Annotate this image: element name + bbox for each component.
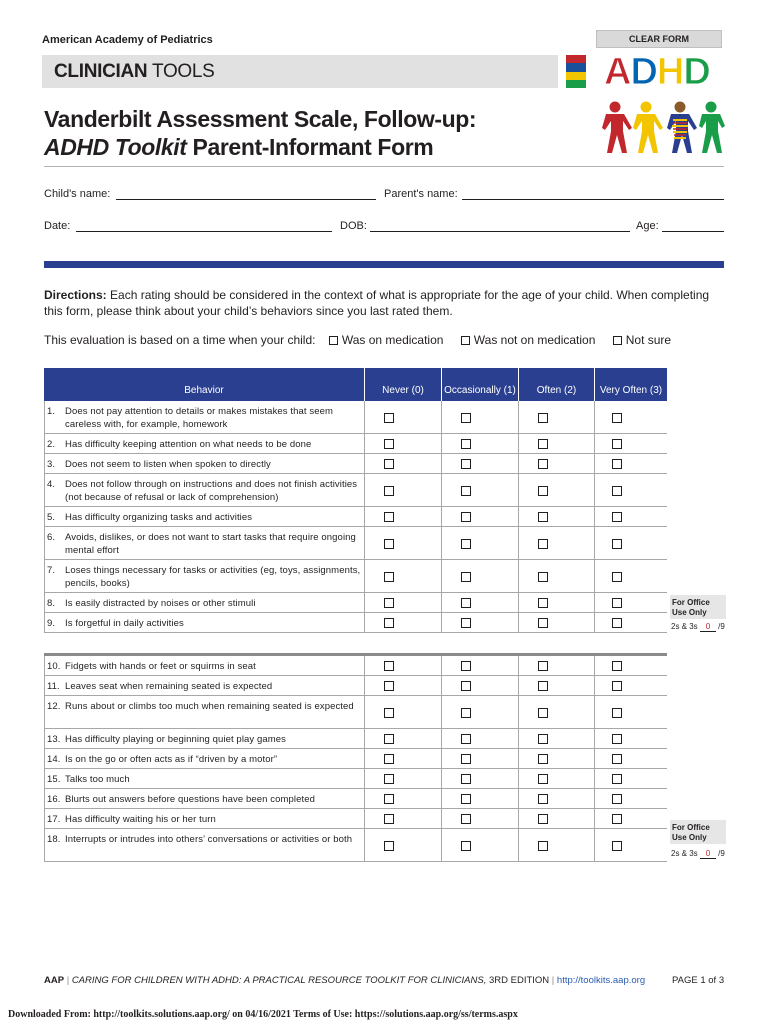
column-divider [594,656,595,675]
item-text: Runs about or climbs too much when remaining seated is expected [65,701,354,712]
rating-checkbox-never[interactable] [384,486,394,496]
header-occasionally: Occasionally (1) [444,385,516,396]
evaluation-context [44,333,671,347]
column-divider [594,676,595,695]
column-divider [594,613,595,632]
item-text: Does not pay attention to details or makes mistakes that seem careless with, for example, homework [65,406,334,430]
column-divider [44,593,45,612]
behavior-item [47,833,363,846]
rating-checkbox-never[interactable] [384,794,394,804]
rating-checkbox-very-often[interactable] [612,734,622,744]
behavior-item [47,733,363,746]
item-number: 12. [47,701,61,712]
column-divider [518,749,519,768]
rating-checkbox-occasionally[interactable] [461,413,471,423]
rating-checkbox-often[interactable] [538,794,548,804]
item-text: Has difficulty waiting his or her turn [65,813,216,825]
column-divider [518,676,519,695]
on-medication-label: Was on medication [341,333,444,347]
behavior-table-hyperactivity [44,653,667,863]
rating-checkbox-never[interactable] [384,681,394,691]
behavior-item [47,564,363,590]
column-divider [518,507,519,526]
rating-checkbox-very-often[interactable] [612,512,622,522]
date-field[interactable] [76,231,332,232]
table-row [44,593,667,613]
column-divider [518,401,519,433]
behavior-item [47,531,363,557]
item-text: Interrupts or intrudes into others’ conversations or activities or both [65,834,353,845]
item-text: Talks too much [65,773,130,785]
header-very-often: Very Often (3) [599,385,663,396]
column-divider [364,696,365,728]
table-row [44,696,667,729]
rating-checkbox-often[interactable] [538,413,548,423]
item-number: 5. [47,511,56,523]
item-number: 4. [47,479,56,490]
item-number: 7. [47,565,56,576]
column-divider [594,474,595,506]
column-divider [441,527,442,559]
item-text: Does not seem to listen when spoken to directly [65,458,271,470]
behavior-item [47,660,363,673]
column-divider [44,401,45,433]
rating-checkbox-occasionally[interactable] [461,618,471,628]
table-row [44,434,667,454]
children-figures-icon [601,100,725,156]
item-number: 8. [47,597,56,609]
column-divider [364,769,365,788]
behavior-item [47,617,363,630]
item-number: 15. [47,773,61,785]
column-divider [594,749,595,768]
column-divider [364,507,365,526]
column-divider [594,560,595,592]
rating-checkbox-very-often[interactable] [612,439,622,449]
column-divider [364,474,365,506]
column-divider [44,560,45,592]
header-behavior: Behavior [184,385,224,396]
form-subtitle: ADHD Toolkit Parent-Informant Form [44,134,434,160]
rating-checkbox-occasionally[interactable] [461,572,471,582]
not-on-medication-label: Was not on medication [473,333,596,347]
column-divider [518,696,519,728]
item-text: Fidgets with hands or feet or squirms in seat [65,660,256,672]
age-field[interactable] [662,231,724,232]
column-divider [364,729,365,748]
column-divider [441,613,442,632]
table-row [44,527,667,560]
column-divider [364,454,365,473]
column-divider [364,676,365,695]
rating-checkbox-often[interactable] [538,459,548,469]
column-divider [518,560,519,592]
rating-checkbox-often[interactable] [538,754,548,764]
column-divider [44,789,45,808]
rating-checkbox-never[interactable] [384,459,394,469]
form-title: Vanderbilt Assessment Scale, Follow-up: [44,106,477,132]
section-divider-bar [44,261,724,268]
rating-checkbox-very-often[interactable] [612,413,622,423]
item-number: 6. [47,532,56,543]
rating-checkbox-very-often[interactable] [612,794,622,804]
rating-checkbox-never[interactable] [384,439,394,449]
behavior-item [47,405,363,431]
column-divider [518,829,519,861]
child-name-label: Child's name: [44,188,111,200]
table-row [44,676,667,696]
column-divider [44,474,45,506]
rating-checkbox-very-often[interactable] [612,841,622,851]
rating-checkbox-very-often[interactable] [612,681,622,691]
table-header [44,368,667,401]
table-row [44,401,667,434]
dob-label: DOB: [340,220,367,232]
column-divider [594,809,595,828]
office-use-label: For Office Use Only [670,820,726,844]
rating-checkbox-occasionally[interactable] [461,794,471,804]
column-divider [44,676,45,695]
rating-checkbox-occasionally[interactable] [461,774,471,784]
rating-checkbox-often[interactable] [538,539,548,549]
rating-checkbox-occasionally[interactable] [461,459,471,469]
column-divider [441,809,442,828]
column-divider [441,454,442,473]
item-number: 3. [47,458,56,470]
column-divider [364,613,365,632]
rating-checkbox-never[interactable] [384,734,394,744]
item-text: Is on the go or often acts as if “driven by a motor” [65,753,278,765]
title-divider [44,166,724,167]
rating-checkbox-never[interactable] [384,814,394,824]
rating-checkbox-occasionally[interactable] [461,708,471,718]
column-divider [594,507,595,526]
column-divider [44,656,45,675]
parent-name-label: Parent's name: [384,188,458,200]
item-text: Has difficulty playing or beginning quiet play games [65,733,287,745]
column-divider [594,696,595,728]
column-divider [594,829,595,861]
rating-checkbox-often[interactable] [538,814,548,824]
rating-checkbox-often[interactable] [538,661,548,671]
rating-checkbox-occasionally[interactable] [461,512,471,522]
item-number: 2. [47,438,56,450]
column-divider [441,474,442,506]
rating-checkbox-never[interactable] [384,774,394,784]
table-row [44,560,667,593]
column-divider [518,454,519,473]
column-divider [518,613,519,632]
rating-checkbox-occasionally[interactable] [461,661,471,671]
rating-checkbox-very-often[interactable] [612,598,622,608]
rating-checkbox-often[interactable] [538,774,548,784]
column-divider [364,593,365,612]
table-row [44,454,667,474]
column-divider [441,676,442,695]
column-divider [44,769,45,788]
column-divider [441,729,442,748]
column-divider [44,829,45,861]
rating-checkbox-never[interactable] [384,512,394,522]
column-divider [44,507,45,526]
rating-checkbox-very-often[interactable] [612,814,622,824]
dob-field[interactable] [370,231,630,232]
behavior-item [47,438,363,451]
rating-checkbox-very-often[interactable] [612,754,622,764]
table-row [44,829,667,862]
rating-checkbox-occasionally[interactable] [461,814,471,824]
item-text: Leaves seat when remaining seated is expected [65,680,273,692]
column-divider [441,401,442,433]
column-divider [441,769,442,788]
item-number: 9. [47,617,56,629]
not-sure-checkbox[interactable] [613,336,622,345]
item-number: 17. [47,813,61,825]
column-divider [518,809,519,828]
table-row [44,656,667,676]
column-divider [44,613,45,632]
item-text: Has difficulty keeping attention on what needs to be done [65,438,312,450]
column-divider [441,829,442,861]
rating-checkbox-very-often[interactable] [612,774,622,784]
rating-checkbox-never[interactable] [384,598,394,608]
directions-text: Directions: Each rating should be considered in the context of what is appropriate for the age of your child. When completing this form, please think about your child’s behaviors since you last rated them. [44,288,710,318]
behavior-item [47,773,363,786]
item-text: Has difficulty organizing tasks and activities [65,511,253,523]
item-text: Is forgetful in daily activities [65,617,184,629]
rating-checkbox-never[interactable] [384,618,394,628]
column-divider [44,434,45,453]
column-divider [441,507,442,526]
not-on-medication-checkbox[interactable] [461,336,470,345]
table-row [44,789,667,809]
column-divider [518,527,519,559]
download-note: Downloaded From: http://toolkits.solutions.aap.org/ on 04/16/2021 Terms of Use: https://solutions.aap.org/ss/terms.aspx [8,1009,518,1020]
office-score-1: 2s & 3s 0 /9 [671,622,725,631]
column-divider [44,749,45,768]
column-divider [441,560,442,592]
column-divider [364,789,365,808]
table-row [44,809,667,829]
column-divider [364,829,365,861]
organization-name: American Academy of Pediatrics [42,34,213,46]
table-row [44,507,667,527]
rating-checkbox-very-often[interactable] [612,618,622,628]
evaluation-prompt: This evaluation is based on a time when your child: [44,333,316,347]
rating-checkbox-very-often[interactable] [612,708,622,718]
column-divider [441,749,442,768]
page-footer: AAP | CARING FOR CHILDREN WITH ADHD: A PRACTICAL RESOURCE TOOLKIT FOR CLINICIANS, 3RD EDITION | http://toolkits.aap.org [44,975,646,986]
date-label: Date: [44,220,71,232]
rating-checkbox-very-often[interactable] [612,459,622,469]
item-text: Blurts out answers before questions have been completed [65,793,316,805]
behavior-item [47,511,363,524]
behavior-item [47,680,363,693]
rating-checkbox-very-often[interactable] [612,486,622,496]
rating-checkbox-never[interactable] [384,539,394,549]
column-divider [364,560,365,592]
table-row [44,769,667,789]
item-number: 10. [47,660,61,672]
column-divider [594,434,595,453]
item-text: Does not follow through on instructions and does not finish activities (not because of refusal or lack of comprehension) [65,479,358,503]
rating-checkbox-occasionally[interactable] [461,439,471,449]
column-divider [441,696,442,728]
item-number: 13. [47,733,61,745]
table-row [44,729,667,749]
rating-checkbox-occasionally[interactable] [461,539,471,549]
table-row [44,613,667,633]
behavior-item [47,478,363,504]
rating-checkbox-never[interactable] [384,708,394,718]
behavior-item [47,458,363,471]
column-divider [44,809,45,828]
column-divider [364,527,365,559]
item-number: 16. [47,793,61,805]
column-divider [518,729,519,748]
column-divider [594,593,595,612]
header-never: Never (0) [382,385,424,396]
column-divider [44,527,45,559]
behavior-item [47,753,363,766]
rating-checkbox-occasionally[interactable] [461,841,471,851]
item-number: 18. [47,834,61,845]
not-sure-label: Not sure [625,333,672,347]
column-divider [364,434,365,453]
rating-checkbox-very-often[interactable] [612,539,622,549]
clear-form-button[interactable]: CLEAR FORM [596,30,722,48]
column-divider [518,769,519,788]
rating-checkbox-often[interactable] [538,512,548,522]
rating-checkbox-never[interactable] [384,754,394,764]
office-use-label: For Office Use Only [670,595,726,619]
child-name-field[interactable] [116,199,376,200]
column-divider [44,454,45,473]
column-divider [441,656,442,675]
page-number: PAGE 1 of 3 [672,975,725,986]
behavior-item [47,700,363,713]
rating-checkbox-often[interactable] [538,598,548,608]
column-divider [518,593,519,612]
rating-checkbox-never[interactable] [384,572,394,582]
column-divider [594,527,595,559]
rating-checkbox-very-often[interactable] [612,572,622,582]
rating-checkbox-occasionally[interactable] [461,754,471,764]
adhd-logo: ADHD [604,51,710,93]
rating-checkbox-never[interactable] [384,413,394,423]
rating-checkbox-occasionally[interactable] [461,681,471,691]
rating-checkbox-occasionally[interactable] [461,734,471,744]
rating-checkbox-often[interactable] [538,681,548,691]
item-number: 11. [47,680,60,692]
column-divider [594,769,595,788]
behavior-item [47,813,363,826]
item-number: 14. [47,753,61,765]
column-divider [44,696,45,728]
column-divider [441,593,442,612]
rating-checkbox-never[interactable] [384,661,394,671]
column-divider [441,789,442,808]
column-divider [364,749,365,768]
column-divider [44,729,45,748]
parent-name-field[interactable] [462,199,724,200]
column-divider [364,401,365,433]
on-medication-checkbox[interactable] [329,336,338,345]
rating-checkbox-occasionally[interactable] [461,486,471,496]
rating-checkbox-often[interactable] [538,708,548,718]
column-divider [518,434,519,453]
rating-checkbox-very-often[interactable] [612,661,622,671]
color-stripe-icon [566,55,586,88]
item-text: Avoids, dislikes, or does not want to start tasks that require ongoing mental effort [65,532,356,556]
column-divider [364,656,365,675]
column-divider [518,789,519,808]
column-divider [594,454,595,473]
rating-checkbox-often[interactable] [538,841,548,851]
column-divider [594,729,595,748]
rating-checkbox-often[interactable] [538,572,548,582]
column-divider [518,656,519,675]
table-row [44,749,667,769]
age-label: Age: [636,220,659,232]
rating-checkbox-often[interactable] [538,734,548,744]
column-divider [364,809,365,828]
header-often: Often (2) [536,385,577,396]
column-divider [441,434,442,453]
item-text: Is easily distracted by noises or other stimuli [65,597,256,609]
behavior-item [47,597,363,610]
toolkit-link[interactable]: http://toolkits.aap.org [556,975,646,986]
rating-checkbox-never[interactable] [384,841,394,851]
item-text: Loses things necessary for tasks or activities (eg, toys, assignments, pencils, books) [65,565,361,589]
behavior-item [47,793,363,806]
table-row [44,474,667,507]
rating-checkbox-often[interactable] [538,486,548,496]
column-divider [594,401,595,433]
office-score-2: 2s & 3s 0 /9 [671,849,725,858]
rating-checkbox-often[interactable] [538,439,548,449]
rating-checkbox-often[interactable] [538,618,548,628]
clinician-tools-label: CLINICIAN TOOLS [54,61,215,82]
rating-checkbox-occasionally[interactable] [461,598,471,608]
column-divider [594,789,595,808]
item-number: 1. [47,406,56,417]
column-divider [518,474,519,506]
behavior-table-inattention [44,368,667,633]
